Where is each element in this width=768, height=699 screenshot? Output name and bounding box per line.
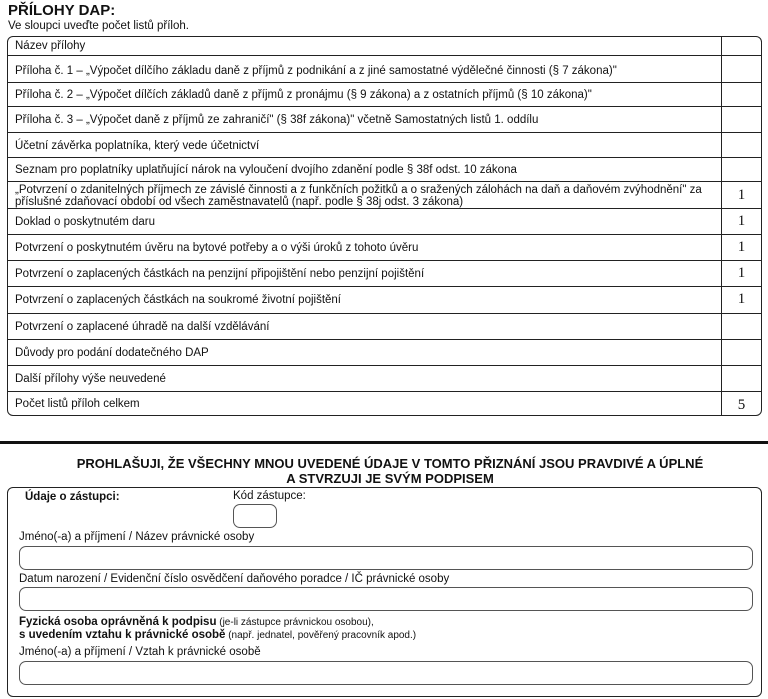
row-sheet-count[interactable]: 1	[737, 187, 746, 203]
table-header-row	[8, 37, 761, 56]
declaration-line-2: A STVRZUJI JE SVÝM PODPISEM	[286, 471, 494, 486]
table-total-row	[8, 392, 761, 416]
signatory-name-input[interactable]	[19, 661, 753, 685]
row-label: Příloha č. 3 – „Výpočet daně z příjmů ze zahraničí" (§ 38f zákona)" včetně Samostatných listů 1. oddílu	[15, 114, 539, 126]
attachments-instruction: Ve sloupci uveďte počet listů příloh.	[8, 20, 189, 32]
representative-code-input[interactable]	[233, 504, 277, 528]
table-row	[8, 83, 761, 107]
signatory-instruction	[19, 616, 374, 628]
row-label: Další přílohy výše neuvedené	[15, 373, 166, 385]
row-sheet-count[interactable]: 1	[737, 291, 746, 307]
table-row	[8, 107, 761, 133]
row-label: Potvrzení o poskytnutém úvěru na bytové potřeby a o výši úroků z tohoto úvěru	[15, 242, 419, 254]
representative-name-label: Jméno(-a) a příjmení / Název právnické osoby	[19, 531, 255, 543]
row-label: Potvrzení o zaplacené úhradě na další vzdělávání	[15, 321, 270, 333]
table-row	[8, 340, 761, 366]
representative-section	[7, 487, 762, 697]
representative-id-input[interactable]	[19, 587, 753, 611]
table-row	[8, 56, 761, 83]
table-row	[8, 133, 761, 158]
table-row	[8, 366, 761, 392]
table-row	[8, 314, 761, 340]
table-row	[8, 182, 761, 209]
representative-name-input[interactable]	[19, 546, 753, 570]
row-label: Počet listů příloh celkem	[15, 398, 140, 410]
representative-heading: Údaje o zástupci:	[25, 491, 120, 503]
row-label: Potvrzení o zaplacených částkách na soukromé životní pojištění	[15, 294, 342, 306]
declaration-line-1: PROHLAŠUJI, ŽE VŠECHNY MNOU UVEDENÉ ÚDAJE V TOMTO PŘIZNÁNÍ JSOU PRAVDIVÉ A ÚPLNÉ	[76, 456, 704, 471]
row-sheet-count[interactable]: 1	[737, 213, 746, 229]
signatory-bold: Fyzická osoba oprávněná k podpisu	[19, 616, 217, 628]
row-label: „Potvrzení o zdanitelných příjmech ze závislé činnosti a z funkčních požitků a o sražených zálohách na daň a daňovém zvýhodnění" za příslušné zdaňovací období od všech zaměstnavatelů (např. podle § 38j odst. 3 zákona)	[15, 184, 702, 208]
row-label: Účetní závěrka poplatníka, který vede účetnictví	[15, 140, 260, 152]
column-header-name: Název přílohy	[15, 40, 86, 52]
signatory-note: (je-li zástupce právnickou osobou),	[216, 617, 374, 628]
row-label: Důvody pro podání dodatečného DAP	[15, 347, 209, 359]
representative-id-label: Datum narození / Evidenční číslo osvědčení daňového poradce / IČ právnické osoby	[19, 573, 450, 585]
row-label: Příloha č. 1 – „Výpočet dílčího základu daně z příjmů z podnikání a z jiné samostatné výdělečné činnosti (§ 7 zákona)"	[15, 65, 617, 77]
attachments-table	[7, 36, 762, 416]
row-label: Potvrzení o zaplacených částkách na penzijní připojištění nebo penzijní pojištění	[15, 268, 425, 280]
table-row	[8, 209, 761, 235]
relation-instruction	[19, 629, 416, 641]
table-row	[8, 235, 761, 261]
table-row	[8, 287, 761, 314]
section-divider	[0, 441, 768, 444]
table-row	[8, 158, 761, 182]
row-label: Doklad o poskytnutém daru	[15, 216, 155, 228]
row-label: Příloha č. 2 – „Výpočet dílčích základů daně z příjmů z pronájmu (§ 9 zákona) a z ostatních příjmů (§ 10 zákona)"	[15, 89, 592, 101]
representative-code-label: Kód zástupce:	[233, 490, 306, 502]
signatory-name-label: Jméno(-a) a příjmení / Vztah k právnické osobě	[19, 646, 261, 658]
row-sheet-count[interactable]: 1	[737, 265, 746, 281]
table-row	[8, 261, 761, 287]
relation-note: (např. jednatel, pověřený pracovník apod.)	[225, 630, 417, 641]
total-sheet-count[interactable]: 5	[737, 397, 746, 413]
row-label: Seznam pro poplatníky uplatňující nárok na vyloučení dvojího zdanění podle § 38f odst. 10 zákona	[15, 164, 517, 176]
relation-bold: s uvedením vztahu k právnické osobě	[19, 629, 226, 641]
row-sheet-count[interactable]: 1	[737, 239, 746, 255]
attachments-title: PŘÍLOHY DAP:	[8, 2, 116, 19]
